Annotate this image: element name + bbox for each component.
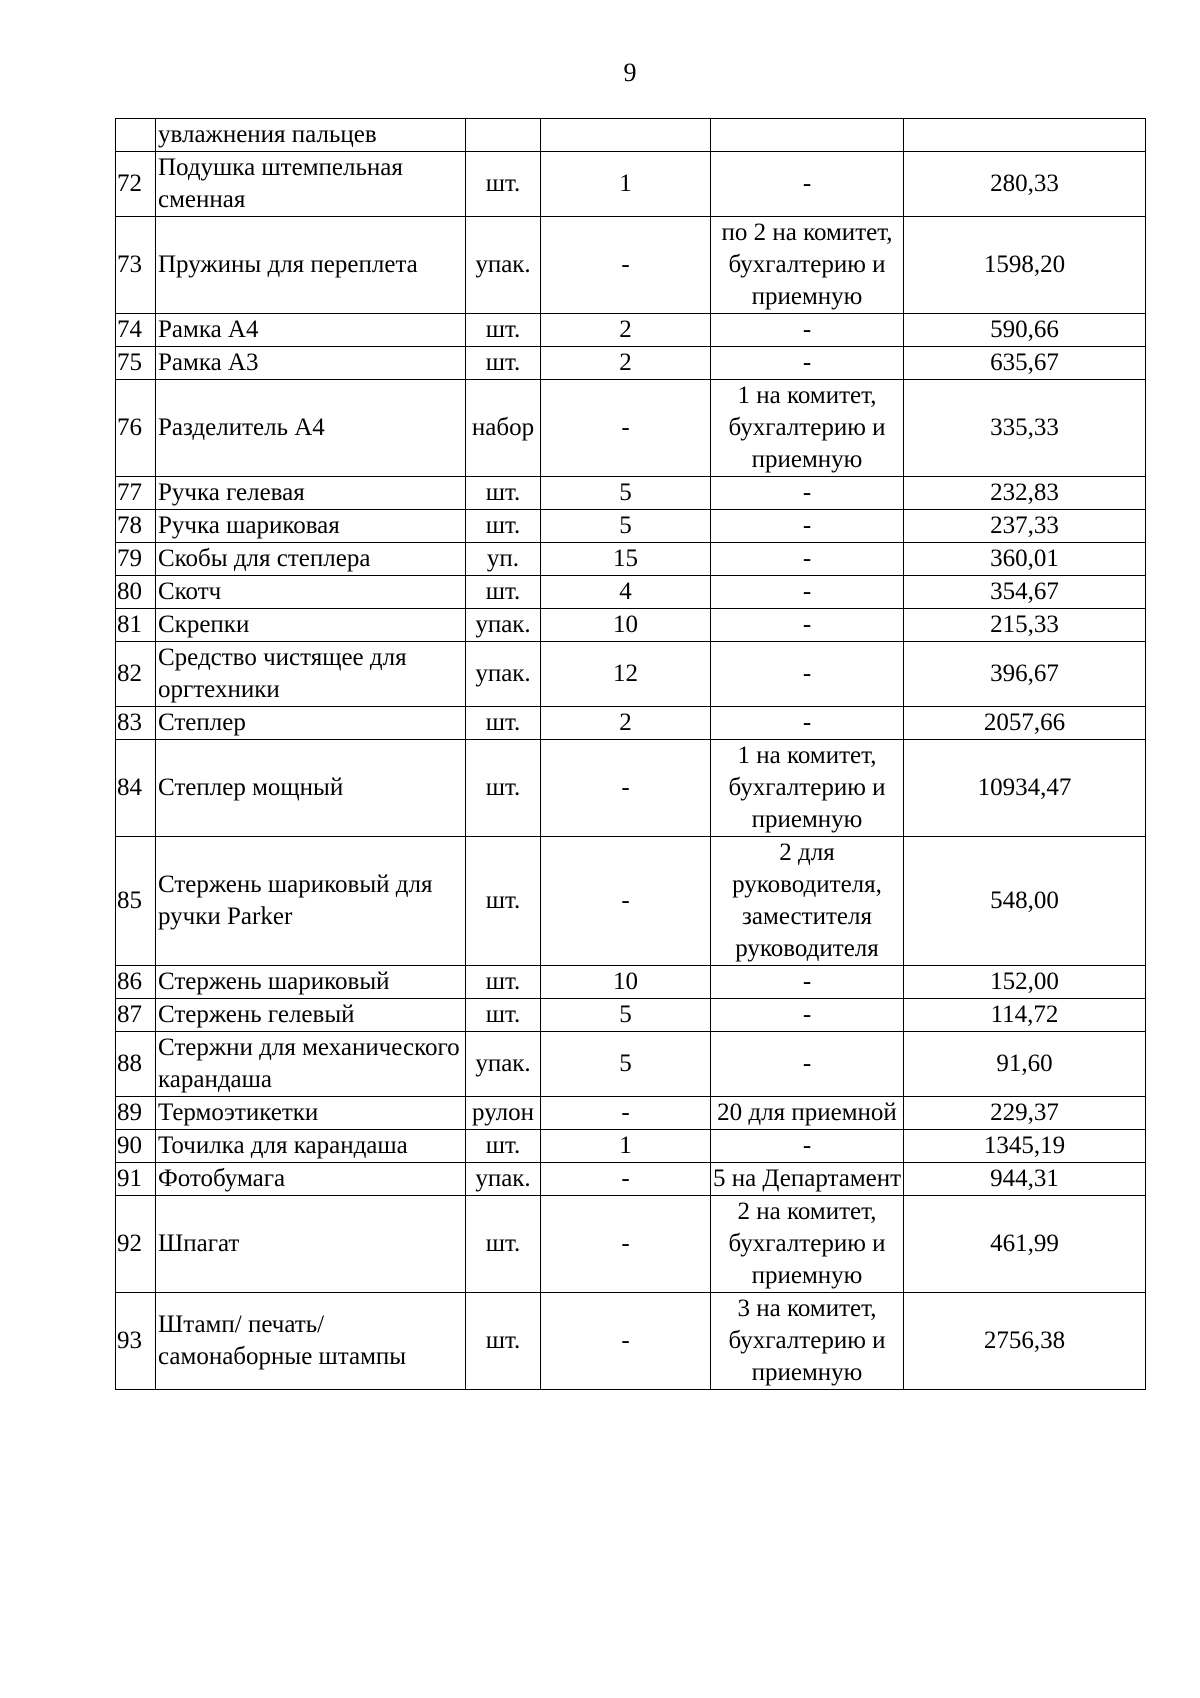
cell-note: - bbox=[711, 642, 904, 707]
cell-number: 84 bbox=[116, 740, 156, 837]
cell-note: - bbox=[711, 314, 904, 347]
cell-quantity: 2 bbox=[541, 707, 711, 740]
table-body bbox=[116, 119, 1146, 1390]
table-row bbox=[116, 152, 1146, 217]
cell-name: Ручка шариковая bbox=[156, 510, 466, 543]
cell-note: - bbox=[711, 966, 904, 999]
table-row bbox=[116, 314, 1146, 347]
cell-number: 85 bbox=[116, 837, 156, 966]
cell-unit: упак. bbox=[466, 217, 541, 314]
cell-name: Степлер мощный bbox=[156, 740, 466, 837]
cell-note: - bbox=[711, 477, 904, 510]
cell-note: - bbox=[711, 609, 904, 642]
table-row bbox=[116, 1097, 1146, 1130]
cell-number: 73 bbox=[116, 217, 156, 314]
table-row bbox=[116, 576, 1146, 609]
cell-name: Пружины для переплета bbox=[156, 217, 466, 314]
cell-note: 2 для руководителя, заместителя руководителя bbox=[711, 837, 904, 966]
cell-number: 82 bbox=[116, 642, 156, 707]
cell-unit: шт. bbox=[466, 1293, 541, 1390]
cell-note: - bbox=[711, 510, 904, 543]
cell-note: - bbox=[711, 1130, 904, 1163]
cell-number: 78 bbox=[116, 510, 156, 543]
table-row bbox=[116, 510, 1146, 543]
cell-quantity: 4 bbox=[541, 576, 711, 609]
cell-number: 79 bbox=[116, 543, 156, 576]
cell-name: Стержень гелевый bbox=[156, 999, 466, 1032]
cell-number: 75 bbox=[116, 347, 156, 380]
cell-quantity: 10 bbox=[541, 966, 711, 999]
table-row bbox=[116, 642, 1146, 707]
cell-price: 590,66 bbox=[904, 314, 1146, 347]
cell-number: 72 bbox=[116, 152, 156, 217]
cell-name: Штамп/ печать/самонаборные штампы bbox=[156, 1293, 466, 1390]
cell-price: 635,67 bbox=[904, 347, 1146, 380]
cell-name: Стержень шариковый для ручки Parker bbox=[156, 837, 466, 966]
cell-note: 1 на комитет, бухгалтерию и приемную bbox=[711, 740, 904, 837]
table-row bbox=[116, 477, 1146, 510]
table-row bbox=[116, 380, 1146, 477]
cell-price: 396,67 bbox=[904, 642, 1146, 707]
cell-unit: шт. bbox=[466, 999, 541, 1032]
cell-unit bbox=[466, 119, 541, 152]
cell-price: 229,37 bbox=[904, 1097, 1146, 1130]
cell-unit: упак. bbox=[466, 1032, 541, 1097]
cell-name: Шпагат bbox=[156, 1196, 466, 1293]
table-row bbox=[116, 347, 1146, 380]
cell-name: Точилка для карандаша bbox=[156, 1130, 466, 1163]
cell-quantity: 5 bbox=[541, 1032, 711, 1097]
cell-quantity: - bbox=[541, 217, 711, 314]
cell-number: 81 bbox=[116, 609, 156, 642]
cell-quantity: 12 bbox=[541, 642, 711, 707]
table-row bbox=[116, 1032, 1146, 1097]
table-row bbox=[116, 543, 1146, 576]
cell-unit: шт. bbox=[466, 152, 541, 217]
cell-number: 93 bbox=[116, 1293, 156, 1390]
table-row bbox=[116, 707, 1146, 740]
cell-quantity: - bbox=[541, 1293, 711, 1390]
cell-quantity: 2 bbox=[541, 347, 711, 380]
cell-quantity: - bbox=[541, 740, 711, 837]
cell-number: 92 bbox=[116, 1196, 156, 1293]
cell-name: Стержень шариковый bbox=[156, 966, 466, 999]
table-row bbox=[116, 217, 1146, 314]
cell-note: - bbox=[711, 999, 904, 1032]
cell-price: 360,01 bbox=[904, 543, 1146, 576]
cell-number: 90 bbox=[116, 1130, 156, 1163]
cell-note: 5 на Департамент bbox=[711, 1163, 904, 1196]
cell-note: - bbox=[711, 543, 904, 576]
cell-quantity: 2 bbox=[541, 314, 711, 347]
cell-price: 335,33 bbox=[904, 380, 1146, 477]
cell-unit: шт. bbox=[466, 314, 541, 347]
cell-unit: шт. bbox=[466, 707, 541, 740]
cell-price: 461,99 bbox=[904, 1196, 1146, 1293]
table-row bbox=[116, 1130, 1146, 1163]
cell-unit: шт. bbox=[466, 1130, 541, 1163]
cell-price: 1598,20 bbox=[904, 217, 1146, 314]
cell-name: Скотч bbox=[156, 576, 466, 609]
cell-price: 237,33 bbox=[904, 510, 1146, 543]
cell-quantity: - bbox=[541, 1097, 711, 1130]
cell-name: Рамка А4 bbox=[156, 314, 466, 347]
cell-unit: упак. bbox=[466, 642, 541, 707]
cell-number: 83 bbox=[116, 707, 156, 740]
cell-name: Фотобумага bbox=[156, 1163, 466, 1196]
cell-unit: шт. bbox=[466, 966, 541, 999]
cell-number: 74 bbox=[116, 314, 156, 347]
cell-price: 280,33 bbox=[904, 152, 1146, 217]
cell-unit: шт. bbox=[466, 1196, 541, 1293]
cell-quantity: - bbox=[541, 380, 711, 477]
cell-price bbox=[904, 119, 1146, 152]
cell-quantity: 5 bbox=[541, 477, 711, 510]
cell-price: 114,72 bbox=[904, 999, 1146, 1032]
cell-price: 944,31 bbox=[904, 1163, 1146, 1196]
cell-price: 354,67 bbox=[904, 576, 1146, 609]
cell-number: 77 bbox=[116, 477, 156, 510]
cell-name: увлажнения пальцев bbox=[156, 119, 466, 152]
cell-number: 91 bbox=[116, 1163, 156, 1196]
cell-note: - bbox=[711, 1032, 904, 1097]
table-row bbox=[116, 1196, 1146, 1293]
table-row bbox=[116, 999, 1146, 1032]
table-row bbox=[116, 1163, 1146, 1196]
cell-note bbox=[711, 119, 904, 152]
cell-quantity: 10 bbox=[541, 609, 711, 642]
table-row bbox=[116, 740, 1146, 837]
cell-name: Скобы для степлера bbox=[156, 543, 466, 576]
cell-note: по 2 на комитет, бухгалтерию и приемную bbox=[711, 217, 904, 314]
cell-note: 2 на комитет, бухгалтерию и приемную bbox=[711, 1196, 904, 1293]
cell-note: 3 на комитет, бухгалтерию и приемную bbox=[711, 1293, 904, 1390]
cell-name: Разделитель А4 bbox=[156, 380, 466, 477]
cell-quantity: 1 bbox=[541, 152, 711, 217]
table-row bbox=[116, 1293, 1146, 1390]
cell-quantity: 5 bbox=[541, 999, 711, 1032]
cell-price: 91,60 bbox=[904, 1032, 1146, 1097]
cell-price: 548,00 bbox=[904, 837, 1146, 966]
cell-number bbox=[116, 119, 156, 152]
cell-price: 1345,19 bbox=[904, 1130, 1146, 1163]
cell-name: Подушка штемпельная сменная bbox=[156, 152, 466, 217]
cell-unit: шт. bbox=[466, 347, 541, 380]
cell-price: 2057,66 bbox=[904, 707, 1146, 740]
cell-name: Стержни для механического карандаша bbox=[156, 1032, 466, 1097]
table-row bbox=[116, 609, 1146, 642]
cell-note: 20 для приемной bbox=[711, 1097, 904, 1130]
supplies-table bbox=[115, 118, 1146, 1390]
cell-number: 89 bbox=[116, 1097, 156, 1130]
cell-price: 10934,47 bbox=[904, 740, 1146, 837]
cell-note: - bbox=[711, 347, 904, 380]
cell-quantity: 5 bbox=[541, 510, 711, 543]
table-row bbox=[116, 837, 1146, 966]
cell-name: Средство чистящее для оргтехники bbox=[156, 642, 466, 707]
cell-number: 80 bbox=[116, 576, 156, 609]
cell-quantity: - bbox=[541, 1163, 711, 1196]
cell-name: Термоэтикетки bbox=[156, 1097, 466, 1130]
cell-unit: шт. bbox=[466, 837, 541, 966]
page-number: 9 bbox=[623, 58, 637, 87]
cell-unit: шт. bbox=[466, 740, 541, 837]
cell-quantity: 15 bbox=[541, 543, 711, 576]
cell-name: Скрепки bbox=[156, 609, 466, 642]
cell-name: Степлер bbox=[156, 707, 466, 740]
cell-price: 152,00 bbox=[904, 966, 1146, 999]
cell-name: Рамка А3 bbox=[156, 347, 466, 380]
cell-name: Ручка гелевая bbox=[156, 477, 466, 510]
cell-unit: упак. bbox=[466, 609, 541, 642]
cell-number: 86 bbox=[116, 966, 156, 999]
cell-unit: набор bbox=[466, 380, 541, 477]
cell-unit: упак. bbox=[466, 1163, 541, 1196]
cell-note: - bbox=[711, 707, 904, 740]
cell-note: 1 на комитет, бухгалтерию и приемную bbox=[711, 380, 904, 477]
cell-unit: шт. bbox=[466, 576, 541, 609]
cell-unit: уп. bbox=[466, 543, 541, 576]
table-row bbox=[116, 966, 1146, 999]
cell-price: 232,83 bbox=[904, 477, 1146, 510]
cell-quantity bbox=[541, 119, 711, 152]
cell-unit: шт. bbox=[466, 510, 541, 543]
cell-note: - bbox=[711, 576, 904, 609]
cell-price: 215,33 bbox=[904, 609, 1146, 642]
cell-note: - bbox=[711, 152, 904, 217]
cell-unit: рулон bbox=[466, 1097, 541, 1130]
cell-quantity: - bbox=[541, 1196, 711, 1293]
cell-price: 2756,38 bbox=[904, 1293, 1146, 1390]
cell-quantity: - bbox=[541, 837, 711, 966]
cell-quantity: 1 bbox=[541, 1130, 711, 1163]
cell-number: 88 bbox=[116, 1032, 156, 1097]
cell-unit: шт. bbox=[466, 477, 541, 510]
table-row-continuation bbox=[116, 119, 1146, 152]
cell-number: 76 bbox=[116, 380, 156, 477]
cell-number: 87 bbox=[116, 999, 156, 1032]
